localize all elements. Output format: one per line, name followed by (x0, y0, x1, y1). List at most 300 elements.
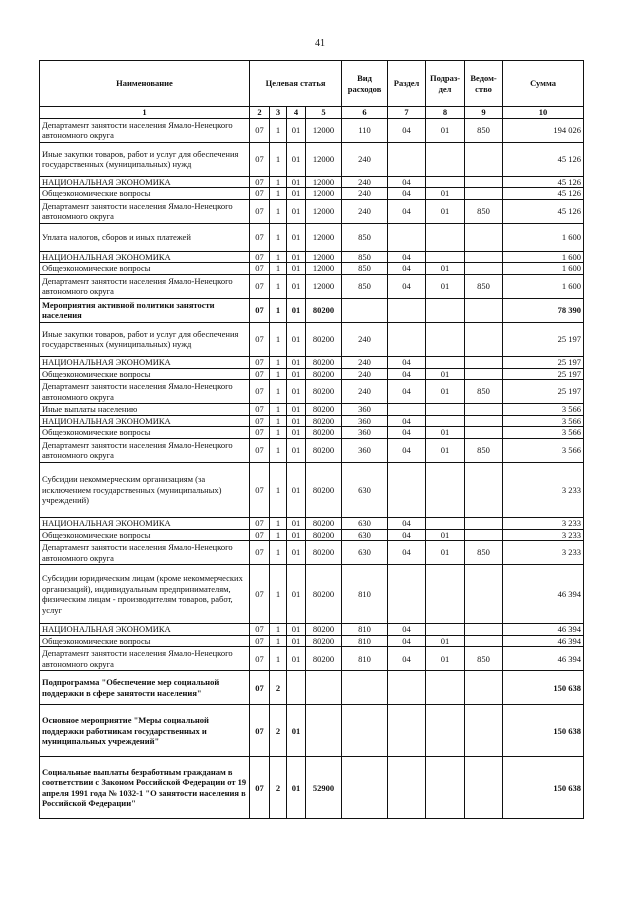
row-subsection (426, 671, 465, 705)
row-sum: 45 126 (503, 176, 584, 188)
row-exp-type (342, 298, 388, 322)
row-sum: 3 566 (503, 427, 584, 439)
row-target-direction: 80200 (306, 624, 342, 636)
row-target-subprogram: 1 (270, 380, 287, 404)
row-department (465, 298, 503, 322)
col-number: 7 (388, 107, 426, 119)
row-exp-type: 240 (342, 188, 388, 200)
row-sum: 45 126 (503, 142, 584, 176)
row-target-subprogram: 1 (270, 188, 287, 200)
row-target-program: 07 (250, 142, 270, 176)
row-exp-type: 630 (342, 517, 388, 529)
row-name: НАЦИОНАЛЬНАЯ ЭКОНОМИКА (40, 415, 250, 427)
row-name: Иные закупки товаров, работ и услуг для обеспечения государственных (муниципальных) нужд (40, 142, 250, 176)
row-section: 04 (388, 199, 426, 223)
row-exp-type: 810 (342, 647, 388, 671)
budget-table (39, 60, 584, 819)
row-department (465, 462, 503, 517)
row-target-subprogram: 1 (270, 462, 287, 517)
row-target-program: 07 (250, 356, 270, 368)
row-target-direction: 80200 (306, 635, 342, 647)
row-name: Уплата налогов, сборов и иных платежей (40, 223, 250, 251)
row-target-direction: 80200 (306, 356, 342, 368)
row-sum: 46 394 (503, 635, 584, 647)
row-target-program: 07 (250, 298, 270, 322)
row-target-activity: 01 (287, 142, 306, 176)
row-target-direction (306, 705, 342, 757)
row-exp-type: 630 (342, 462, 388, 517)
row-target-subprogram: 1 (270, 118, 287, 142)
row-target-program: 07 (250, 624, 270, 636)
col-number: 8 (426, 107, 465, 119)
header-row (40, 61, 584, 107)
row-department: 850 (465, 438, 503, 462)
row-subsection: 01 (426, 118, 465, 142)
row-subsection (426, 176, 465, 188)
row-name: Департамент занятости населения Ямало-Ненецкого автономного округа (40, 438, 250, 462)
row-exp-type: 850 (342, 274, 388, 298)
row-section: 04 (388, 176, 426, 188)
table-row (40, 635, 584, 647)
col-number: 9 (465, 107, 503, 119)
row-section: 04 (388, 368, 426, 380)
row-target-program: 07 (250, 438, 270, 462)
row-target-subprogram: 1 (270, 368, 287, 380)
row-section: 04 (388, 118, 426, 142)
row-department: 850 (465, 274, 503, 298)
table-row (40, 529, 584, 541)
row-subsection: 01 (426, 188, 465, 200)
row-subsection: 01 (426, 380, 465, 404)
row-department (465, 322, 503, 356)
row-target-subprogram: 1 (270, 142, 287, 176)
row-section: 04 (388, 415, 426, 427)
row-target-activity: 01 (287, 322, 306, 356)
row-target-direction: 80200 (306, 462, 342, 517)
row-target-direction: 12000 (306, 223, 342, 251)
row-target-subprogram: 1 (270, 176, 287, 188)
row-sum: 46 394 (503, 565, 584, 624)
table-row (40, 274, 584, 298)
table-row (40, 462, 584, 517)
col-number: 6 (342, 107, 388, 119)
row-exp-type (342, 757, 388, 819)
header-sum: Сумма (503, 61, 584, 107)
table-row (40, 368, 584, 380)
row-section: 04 (388, 188, 426, 200)
row-department (465, 671, 503, 705)
row-department: 850 (465, 541, 503, 565)
table-row (40, 671, 584, 705)
row-department: 850 (465, 118, 503, 142)
row-exp-type: 360 (342, 438, 388, 462)
table-row (40, 188, 584, 200)
row-name: НАЦИОНАЛЬНАЯ ЭКОНОМИКА (40, 176, 250, 188)
row-exp-type: 630 (342, 529, 388, 541)
row-name: Субсидии некоммерческим организациям (за исключением государственных (муниципальных) учреждений) (40, 462, 250, 517)
row-target-direction: 80200 (306, 647, 342, 671)
row-department (465, 517, 503, 529)
row-target-subprogram: 1 (270, 647, 287, 671)
row-department (465, 565, 503, 624)
row-department (465, 263, 503, 275)
row-section (388, 671, 426, 705)
row-name: Департамент занятости населения Ямало-Ненецкого автономного округа (40, 541, 250, 565)
row-section (388, 142, 426, 176)
row-target-activity: 01 (287, 188, 306, 200)
row-subsection: 01 (426, 263, 465, 275)
row-section: 04 (388, 274, 426, 298)
row-exp-type (342, 671, 388, 705)
row-target-subprogram: 1 (270, 322, 287, 356)
row-name: Общеэкономические вопросы (40, 263, 250, 275)
row-section (388, 565, 426, 624)
row-target-direction: 12000 (306, 142, 342, 176)
table-row (40, 142, 584, 176)
row-target-activity: 01 (287, 705, 306, 757)
row-subsection (426, 757, 465, 819)
page-number: 41 (315, 38, 325, 49)
table-row (40, 705, 584, 757)
row-exp-type: 240 (342, 368, 388, 380)
row-target-direction: 12000 (306, 199, 342, 223)
table-row (40, 223, 584, 251)
row-exp-type: 240 (342, 199, 388, 223)
row-sum: 150 638 (503, 705, 584, 757)
row-name: НАЦИОНАЛЬНАЯ ЭКОНОМИКА (40, 251, 250, 263)
row-target-activity: 01 (287, 298, 306, 322)
row-subsection (426, 624, 465, 636)
row-department (465, 529, 503, 541)
row-exp-type: 110 (342, 118, 388, 142)
row-subsection (426, 223, 465, 251)
col-number: 4 (287, 107, 306, 119)
row-target-direction: 80200 (306, 565, 342, 624)
row-target-activity: 01 (287, 529, 306, 541)
row-target-activity: 01 (287, 462, 306, 517)
row-section (388, 223, 426, 251)
header-exp-type: Вид расходов (342, 61, 388, 107)
row-section (388, 462, 426, 517)
row-target-program: 07 (250, 671, 270, 705)
row-target-program: 07 (250, 118, 270, 142)
row-sum: 3 566 (503, 404, 584, 416)
row-name: НАЦИОНАЛЬНАЯ ЭКОНОМИКА (40, 624, 250, 636)
row-target-program: 07 (250, 635, 270, 647)
row-sum: 150 638 (503, 757, 584, 819)
row-target-program: 07 (250, 462, 270, 517)
row-subsection: 01 (426, 635, 465, 647)
table-row (40, 517, 584, 529)
row-subsection (426, 415, 465, 427)
row-sum: 1 600 (503, 263, 584, 275)
row-target-subprogram: 1 (270, 624, 287, 636)
row-exp-type: 850 (342, 223, 388, 251)
row-section: 04 (388, 380, 426, 404)
row-target-program: 07 (250, 404, 270, 416)
row-name: Департамент занятости населения Ямало-Ненецкого автономного округа (40, 199, 250, 223)
table-row (40, 118, 584, 142)
row-sum: 3 233 (503, 462, 584, 517)
row-sum: 150 638 (503, 671, 584, 705)
row-name: Социальные выплаты безработным гражданам в соответствии с Законом Российской Федерации от 19 апреля 1991 года № 1032-1 "О занятости населения в Российской Федерации" (40, 757, 250, 819)
row-target-direction: 12000 (306, 274, 342, 298)
row-target-direction: 80200 (306, 322, 342, 356)
row-subsection: 01 (426, 274, 465, 298)
row-name: Общеэкономические вопросы (40, 529, 250, 541)
row-exp-type: 630 (342, 541, 388, 565)
row-target-activity: 01 (287, 274, 306, 298)
row-target-activity: 01 (287, 438, 306, 462)
row-department (465, 624, 503, 636)
row-target-subprogram: 1 (270, 356, 287, 368)
row-target-program: 07 (250, 529, 270, 541)
row-name: Департамент занятости населения Ямало-Ненецкого автономного округа (40, 118, 250, 142)
table-row (40, 427, 584, 439)
table-row (40, 624, 584, 636)
row-target-program: 07 (250, 565, 270, 624)
row-sum: 1 600 (503, 274, 584, 298)
row-target-subprogram: 2 (270, 705, 287, 757)
row-department (465, 404, 503, 416)
row-section (388, 322, 426, 356)
row-exp-type: 240 (342, 322, 388, 356)
row-target-activity: 01 (287, 263, 306, 275)
row-sum: 3 233 (503, 541, 584, 565)
row-sum: 45 126 (503, 199, 584, 223)
row-target-activity: 01 (287, 404, 306, 416)
table-row (40, 251, 584, 263)
row-target-direction: 80200 (306, 541, 342, 565)
row-exp-type: 240 (342, 356, 388, 368)
row-subsection (426, 356, 465, 368)
row-department: 850 (465, 380, 503, 404)
row-target-activity: 01 (287, 565, 306, 624)
row-sum: 78 390 (503, 298, 584, 322)
row-target-activity: 01 (287, 624, 306, 636)
row-target-direction: 80200 (306, 529, 342, 541)
row-exp-type: 240 (342, 142, 388, 176)
row-target-direction: 12000 (306, 176, 342, 188)
header-department: Ведом-ство (465, 61, 503, 107)
row-subsection: 01 (426, 541, 465, 565)
row-department (465, 142, 503, 176)
row-target-direction: 80200 (306, 298, 342, 322)
table-row (40, 356, 584, 368)
row-sum: 46 394 (503, 647, 584, 671)
row-target-direction: 80200 (306, 427, 342, 439)
row-subsection (426, 322, 465, 356)
row-department (465, 368, 503, 380)
row-subsection (426, 142, 465, 176)
row-name: Общеэкономические вопросы (40, 635, 250, 647)
row-sum: 46 394 (503, 624, 584, 636)
table-row (40, 322, 584, 356)
row-sum: 3 233 (503, 517, 584, 529)
row-exp-type: 810 (342, 635, 388, 647)
row-target-direction: 80200 (306, 438, 342, 462)
row-target-activity: 01 (287, 176, 306, 188)
row-exp-type: 810 (342, 565, 388, 624)
row-target-subprogram: 1 (270, 223, 287, 251)
row-subsection: 01 (426, 427, 465, 439)
row-department: 850 (465, 647, 503, 671)
row-target-program: 07 (250, 757, 270, 819)
row-target-direction: 80200 (306, 368, 342, 380)
row-subsection: 01 (426, 647, 465, 671)
header-name: Наименование (40, 61, 250, 107)
table-row (40, 298, 584, 322)
row-sum: 25 197 (503, 356, 584, 368)
row-department (465, 757, 503, 819)
row-target-program: 07 (250, 647, 270, 671)
row-name: Подпрограмма "Обеспечение мер социальной поддержки в сфере занятости населения" (40, 671, 250, 705)
table-row (40, 404, 584, 416)
row-subsection (426, 705, 465, 757)
row-sum: 3 233 (503, 529, 584, 541)
row-target-activity: 01 (287, 635, 306, 647)
row-target-activity (287, 671, 306, 705)
row-name: Общеэкономические вопросы (40, 427, 250, 439)
row-target-activity: 01 (287, 415, 306, 427)
table-row (40, 263, 584, 275)
row-department (465, 223, 503, 251)
row-sum: 3 566 (503, 415, 584, 427)
row-target-subprogram: 1 (270, 404, 287, 416)
row-target-program: 07 (250, 274, 270, 298)
row-exp-type: 850 (342, 263, 388, 275)
row-target-program: 07 (250, 368, 270, 380)
row-subsection (426, 404, 465, 416)
row-target-activity: 01 (287, 368, 306, 380)
col-number: 3 (270, 107, 287, 119)
row-section: 04 (388, 529, 426, 541)
row-section (388, 404, 426, 416)
row-target-activity: 01 (287, 380, 306, 404)
table-row (40, 415, 584, 427)
row-subsection (426, 565, 465, 624)
row-target-program: 07 (250, 263, 270, 275)
row-sum: 25 197 (503, 322, 584, 356)
row-sum: 3 566 (503, 438, 584, 462)
row-name: Департамент занятости населения Ямало-Ненецкого автономного округа (40, 380, 250, 404)
table-row (40, 565, 584, 624)
row-name: Департамент занятости населения Ямало-Ненецкого автономного округа (40, 274, 250, 298)
row-name: НАЦИОНАЛЬНАЯ ЭКОНОМИКА (40, 517, 250, 529)
row-subsection: 01 (426, 438, 465, 462)
row-target-subprogram: 1 (270, 263, 287, 275)
row-sum: 1 600 (503, 251, 584, 263)
row-target-direction (306, 671, 342, 705)
header-target: Целевая статья (250, 61, 342, 107)
row-target-program: 07 (250, 427, 270, 439)
row-name: Субсидии юридическим лицам (кроме некоммерческих организаций), индивидуальным предпринимателям, физическим лицам - производителям товаров, работ, услуг (40, 565, 250, 624)
col-number: 2 (250, 107, 270, 119)
row-department (465, 356, 503, 368)
row-target-subprogram: 2 (270, 671, 287, 705)
row-exp-type: 810 (342, 624, 388, 636)
row-target-subprogram: 1 (270, 427, 287, 439)
row-target-subprogram: 1 (270, 517, 287, 529)
row-target-activity: 01 (287, 223, 306, 251)
row-sum: 194 026 (503, 118, 584, 142)
row-exp-type: 360 (342, 404, 388, 416)
row-section: 04 (388, 263, 426, 275)
row-section (388, 298, 426, 322)
row-sum: 45 126 (503, 188, 584, 200)
row-section: 04 (388, 647, 426, 671)
row-target-subprogram: 1 (270, 415, 287, 427)
table-row (40, 757, 584, 819)
row-target-program: 07 (250, 188, 270, 200)
row-target-subprogram: 1 (270, 565, 287, 624)
row-name: Департамент занятости населения Ямало-Ненецкого автономного округа (40, 647, 250, 671)
row-target-subprogram: 1 (270, 438, 287, 462)
row-target-activity: 01 (287, 199, 306, 223)
table-row (40, 647, 584, 671)
row-section: 04 (388, 541, 426, 565)
row-exp-type: 850 (342, 251, 388, 263)
row-target-subprogram: 1 (270, 274, 287, 298)
row-target-program: 07 (250, 541, 270, 565)
row-department (465, 427, 503, 439)
row-target-activity: 01 (287, 118, 306, 142)
row-target-program: 07 (250, 380, 270, 404)
row-department (465, 251, 503, 263)
row-exp-type: 240 (342, 176, 388, 188)
row-name: Иные закупки товаров, работ и услуг для обеспечения государственных (муниципальных) нужд (40, 322, 250, 356)
row-section: 04 (388, 251, 426, 263)
header-subsection: Подраз-дел (426, 61, 465, 107)
row-target-program: 07 (250, 705, 270, 757)
row-target-program: 07 (250, 415, 270, 427)
row-target-direction: 80200 (306, 517, 342, 529)
row-department (465, 176, 503, 188)
row-target-program: 07 (250, 176, 270, 188)
row-department: 850 (465, 199, 503, 223)
row-sum: 1 600 (503, 223, 584, 251)
header-section: Раздел (388, 61, 426, 107)
row-subsection (426, 517, 465, 529)
row-subsection (426, 462, 465, 517)
table-row (40, 380, 584, 404)
row-target-direction: 80200 (306, 415, 342, 427)
row-name: НАЦИОНАЛЬНАЯ ЭКОНОМИКА (40, 356, 250, 368)
row-subsection: 01 (426, 368, 465, 380)
row-subsection (426, 298, 465, 322)
row-section: 04 (388, 438, 426, 462)
row-target-direction: 12000 (306, 263, 342, 275)
table-row (40, 176, 584, 188)
row-target-program: 07 (250, 517, 270, 529)
col-number: 5 (306, 107, 342, 119)
row-target-activity: 01 (287, 427, 306, 439)
row-target-activity: 01 (287, 517, 306, 529)
row-target-direction: 80200 (306, 380, 342, 404)
row-target-subprogram: 1 (270, 529, 287, 541)
row-target-program: 07 (250, 322, 270, 356)
table-row (40, 541, 584, 565)
row-target-program: 07 (250, 199, 270, 223)
column-number-row (40, 107, 584, 119)
row-exp-type: 360 (342, 415, 388, 427)
row-target-subprogram: 1 (270, 541, 287, 565)
row-name: Мероприятия активной политики занятости населения (40, 298, 250, 322)
row-name: Иные выплаты населению (40, 404, 250, 416)
row-name: Общеэкономические вопросы (40, 368, 250, 380)
row-target-activity: 01 (287, 251, 306, 263)
row-sum: 25 197 (503, 368, 584, 380)
